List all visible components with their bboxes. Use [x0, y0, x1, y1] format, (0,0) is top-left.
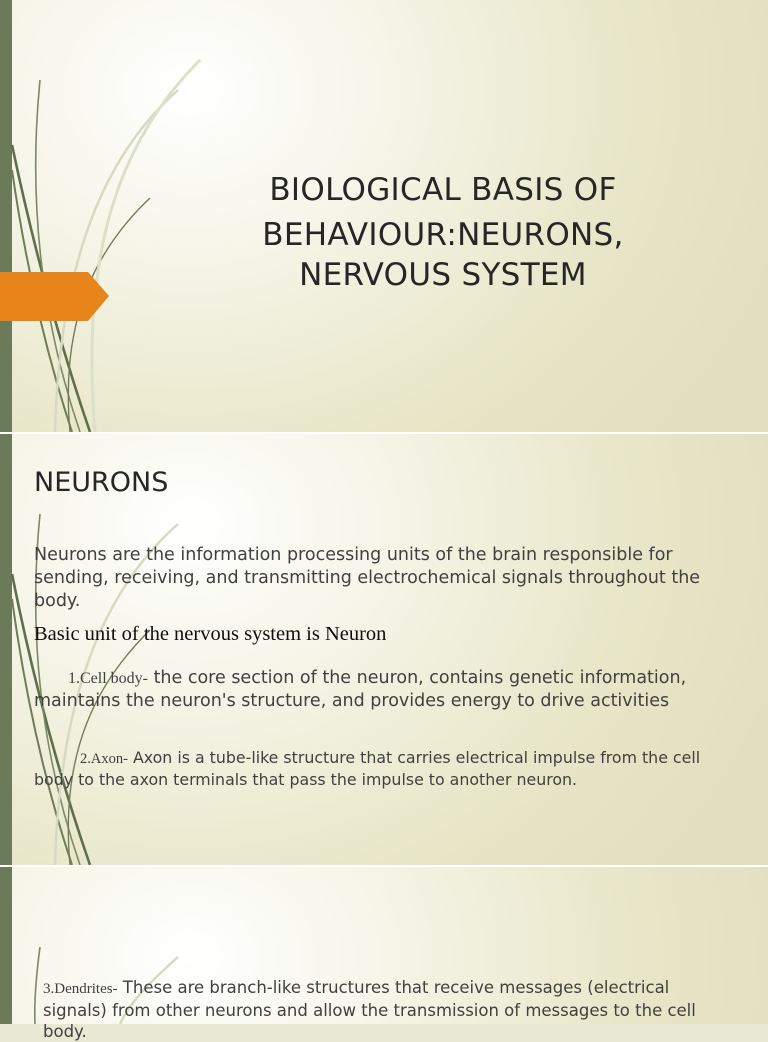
item-text: the core section of the neuron, contains genetic information, maintains the neuron's structure, and provides energy to drive activities: [34, 668, 687, 711]
neurons-definition: Neurons are the information processing units of the brain responsible for sending, receiving, and transmitting electrochemical signals throughout the body.: [34, 545, 701, 611]
item-text: Axon is a tube-like structure that carries electrical impulse from the cell body to the axon terminals that pass the impulse to another neuron.: [34, 748, 701, 789]
accent-tab: [0, 272, 109, 321]
title-line-1: BIOLOGICAL BASIS OF: [269, 172, 617, 208]
title-line-3: NERVOUS SYSTEM: [299, 257, 587, 293]
title-line-2: BEHAVIOUR:NEURONS,: [262, 217, 624, 253]
decorative-swoosh: [0, 0, 200, 432]
basic-unit-statement: Basic unit of the nervous system is Neuron: [34, 623, 387, 645]
axon-item: [34, 748, 734, 790]
dendrites-item: [43, 977, 733, 1042]
title-slide: [0, 0, 768, 432]
section-heading: NEURONS: [34, 467, 169, 498]
item-label: 2.Axon-: [80, 751, 128, 767]
neurons-slide: [0, 434, 768, 865]
item-label: 1.Cell body-: [68, 670, 148, 687]
cell-body-item: [34, 667, 734, 713]
item-text: These are branch-like structures that receive messages (electrical signals) from other neurons and allow the transmission of messages to the cell body.: [43, 978, 696, 1041]
item-label: 3.Dendrites-: [43, 981, 118, 997]
slide-title: [228, 168, 658, 295]
dendrites-slide: [0, 867, 768, 1041]
decorative-swoosh: [0, 434, 200, 865]
